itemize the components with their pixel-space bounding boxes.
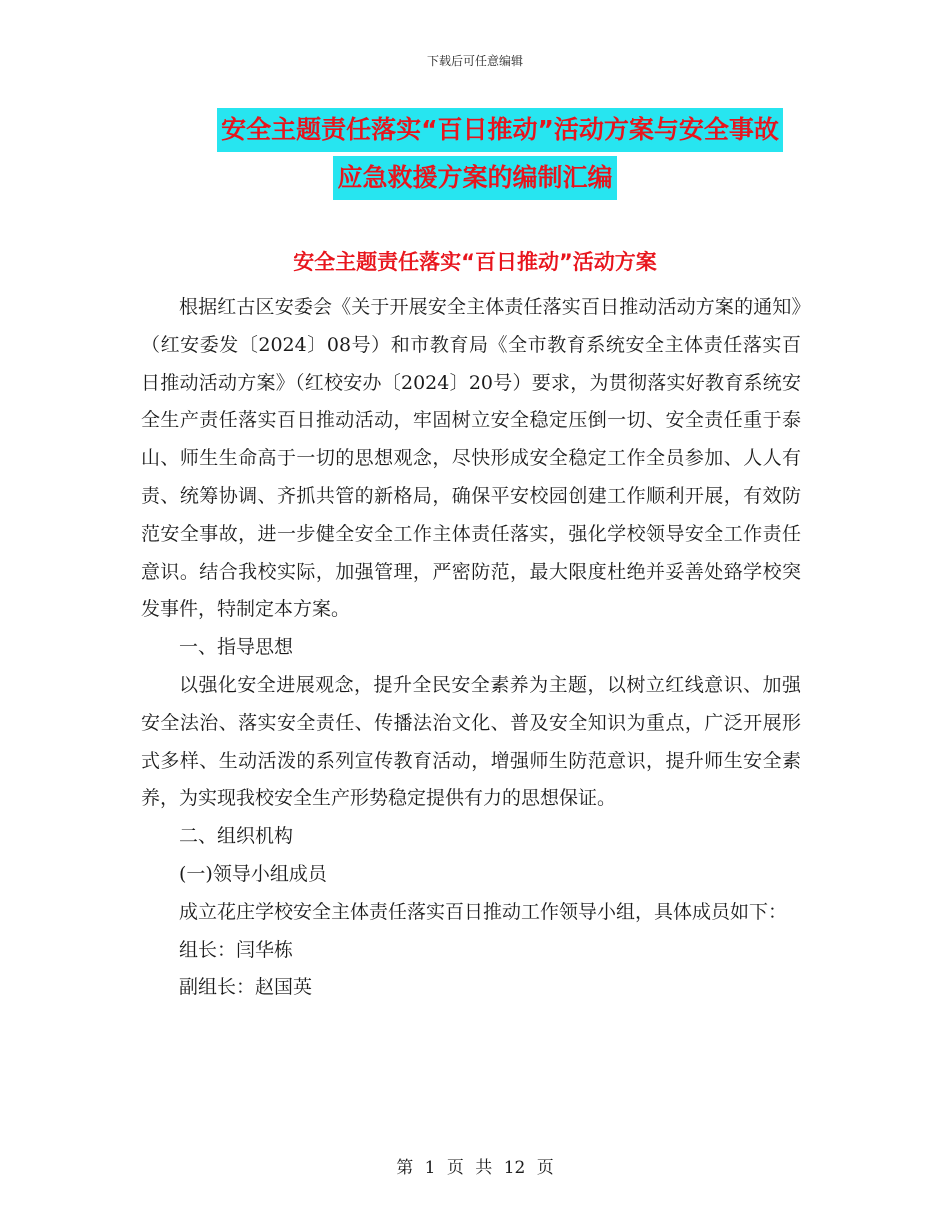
title-line-1: 安全主题责任落实“百日推动”活动方案与安全事故	[217, 108, 783, 152]
title-line-2: 应急救援方案的编制汇编	[333, 156, 616, 200]
paragraph-guiding-thought: 以强化安全进展观念，提升全民安全素养为主题，以树立红线意识、加强安全法治、落实安全责任、传播法治文化、普及安全知识为重点，广泛开展形式多样、生动活泼的系列宣传教育活动，增强师生防范意识，提升师生安全素养，为实现我校安全生产形势稳定提供有力的思想保证。	[141, 673, 801, 810]
document-body	[141, 289, 801, 1007]
header-note: 下载后可任意编辑	[426, 54, 523, 68]
paragraph-leadership: 成立花庄学校安全主体责任落实百日推动工作领导小组，具体成员如下：	[179, 900, 788, 923]
paragraph-intro: 根据红古区安委会《关于开展安全主体责任落实百日推动活动方案的通知》（红安委发〔2024〕08号）和市教育局《全市教育系统安全主体责任落实百日推动活动方案》（红校安办〔2024〕20号）要求，为贯彻落实好教育系统安全生产责任落实百日推动活动，牢固树立安全稳定压倒一切、安全责任重于泰山、师生生命高于一切的思想观念，尽快形成安全稳定工作全员参加、人人有责、统筹协调、齐抓共管的新格局，确保平安校园创建工作顺利开展，有效防范安全事故，进一步健全安全工作主体责任落实，强化学校领导安全工作责任意识。结合我校实际，加强管理，严密防范，最大限度杜绝并妥善处臵学校突发事件，特制定本方案。	[141, 296, 801, 621]
heading-guiding-thought: 一、指导思想	[179, 636, 294, 659]
document-title	[0, 108, 950, 200]
section-subtitle: 安全主题责任落实“百日推动”活动方案	[293, 250, 657, 274]
leader-line: 组长：闫华栋	[179, 938, 294, 961]
page-footer: 第 1 页 共 12 页	[396, 1158, 554, 1178]
deputy-leader-line: 副组长：赵国英	[179, 976, 313, 999]
heading-organization: 二、组织机构	[179, 825, 294, 848]
subheading-leadership-members: (一)领导小组成员	[179, 862, 327, 885]
